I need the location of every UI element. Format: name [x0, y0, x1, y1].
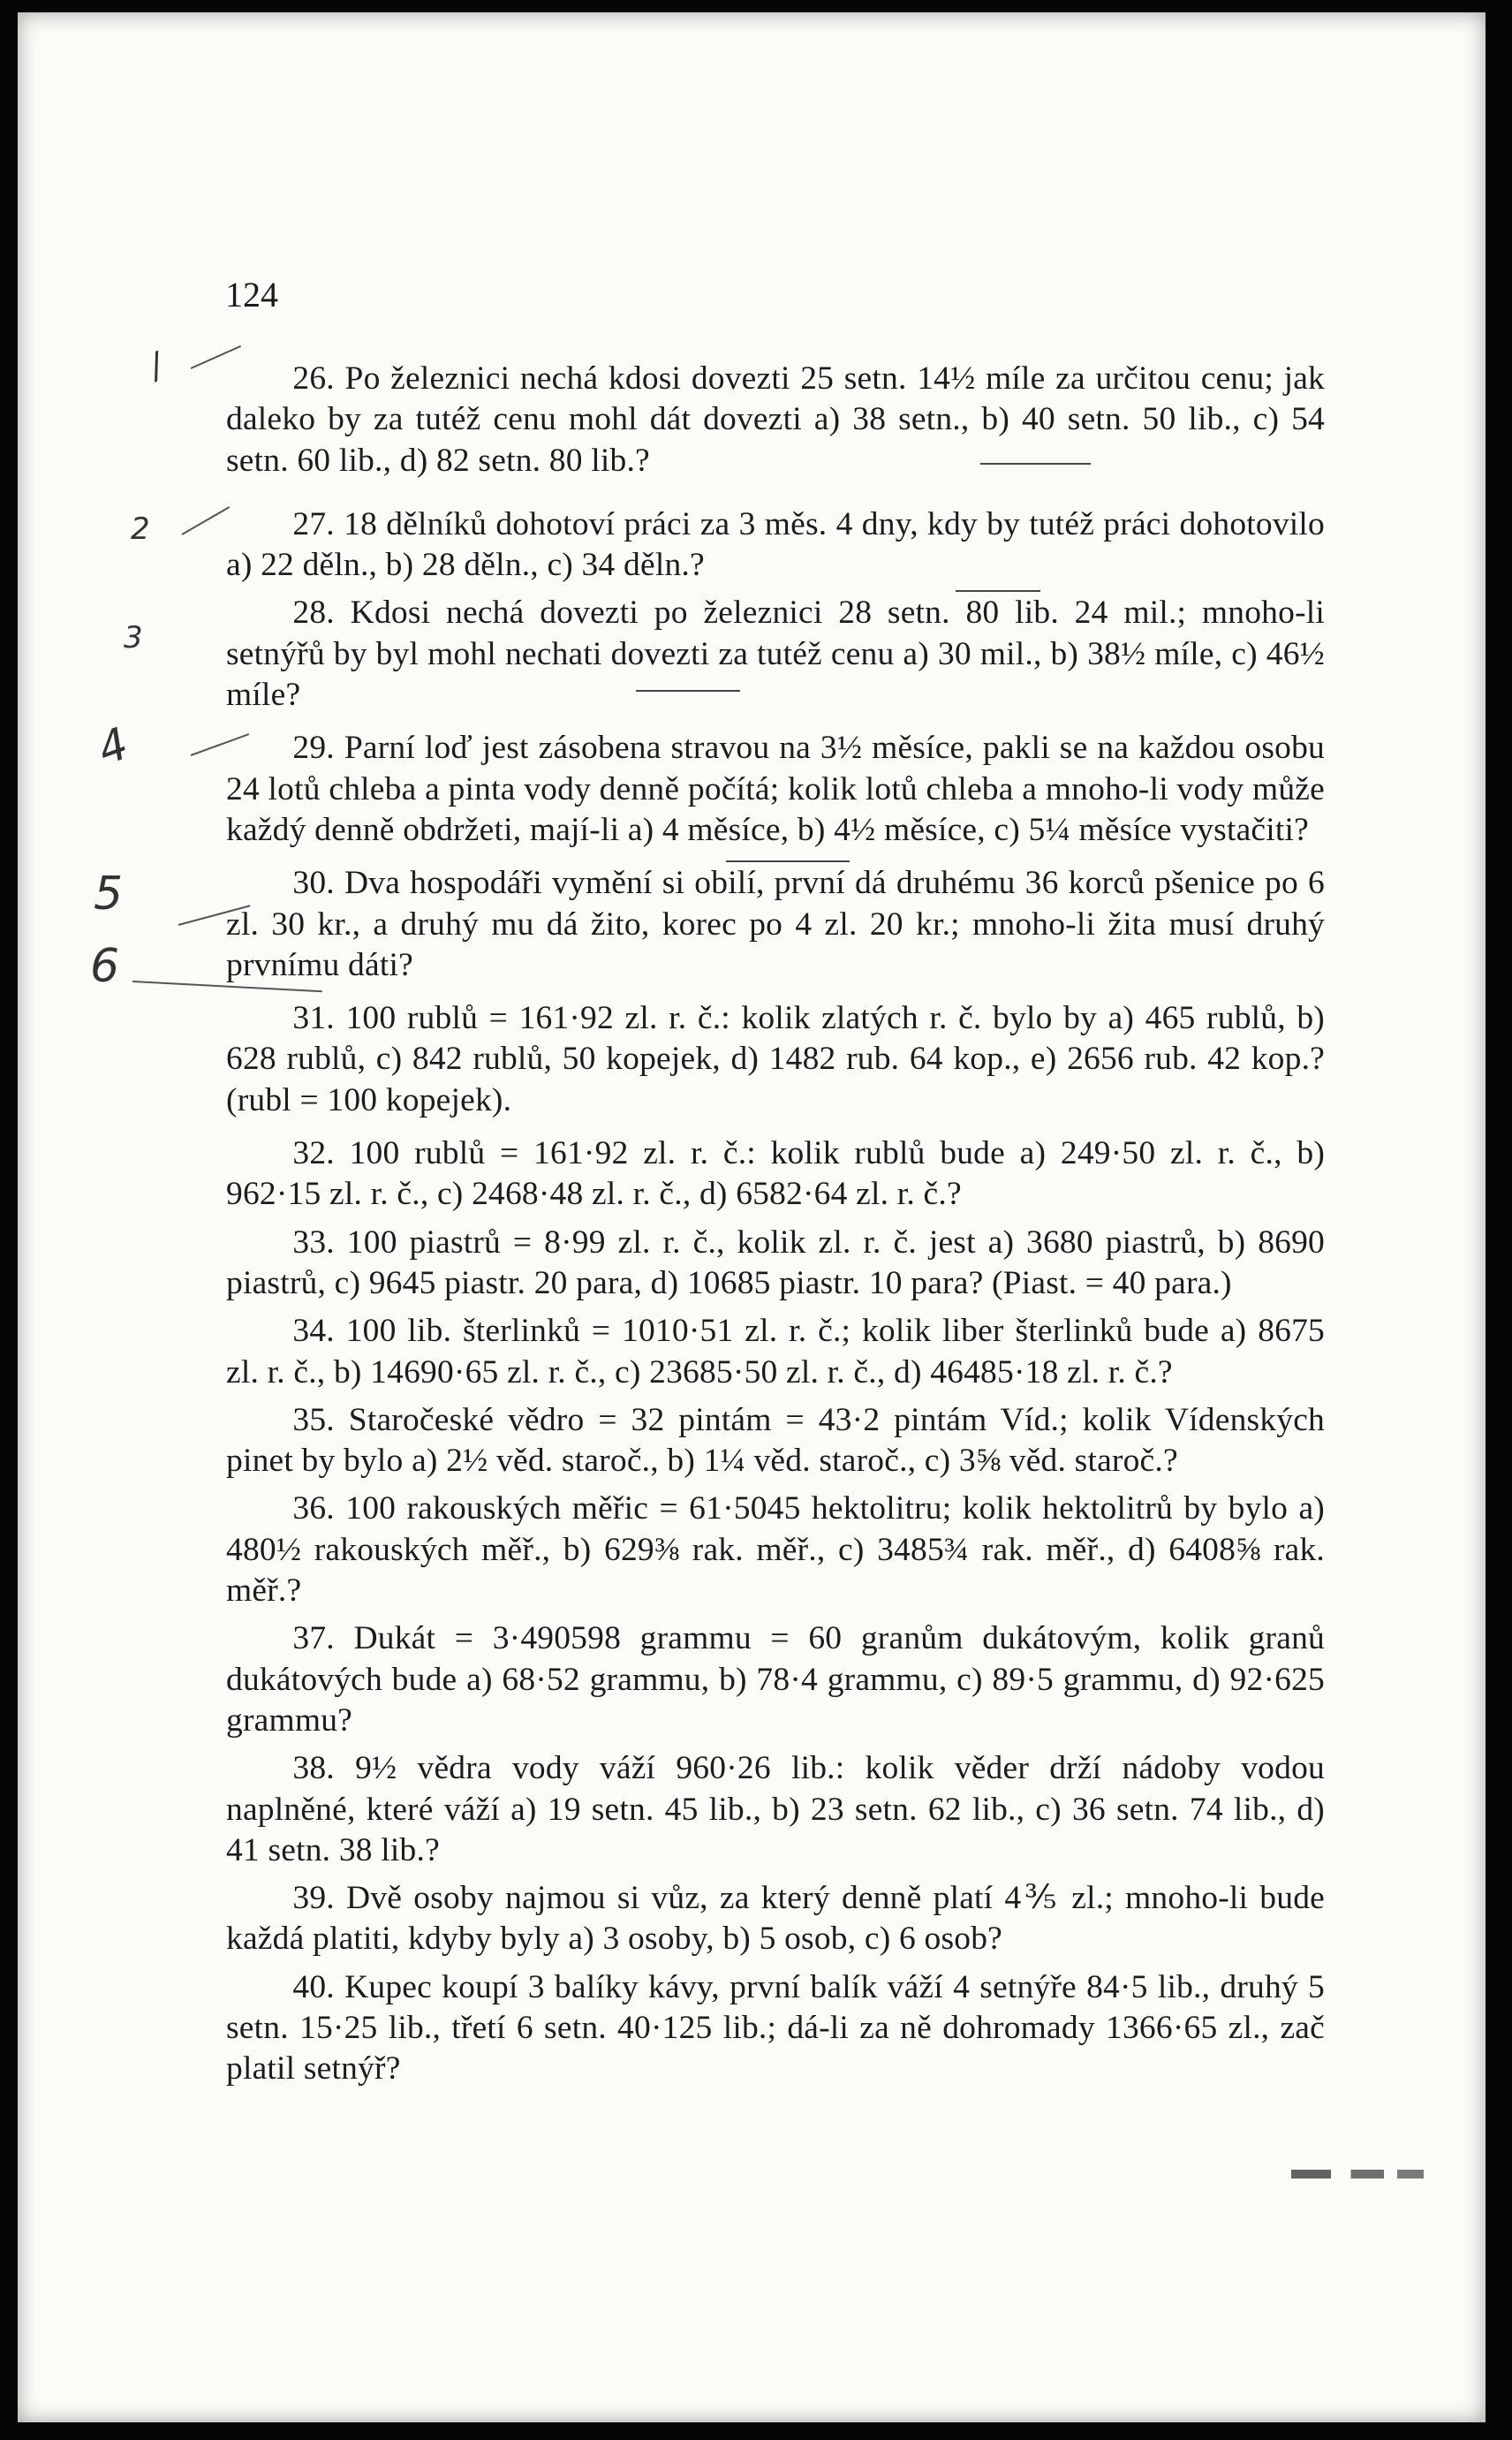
problem-35: 35. Staročeské vědro = 32 pintám = 43·2 pintám Víd.; kolik Vídenských pinet by bylo a) 2½ věd. staroč., b) 1¼ věd. staroč., c) 3⅝ věd. staroč.? [226, 1401, 1326, 1480]
problem-26: 26. Po železnici nechá kdosi dovezti 25 setn. 14½ míle za určitou cenu; jak daleko by za tutéž cenu mohl dát dovezti a) 38 setn., b) 40 setn. 50 lib., c) 54 setn. 60 lib., d) 82 setn. 80 lib.? [226, 360, 1325, 479]
margin-mark-3: 3 [124, 620, 143, 655]
pencil-underline [956, 590, 1040, 592]
problem-37: 37. Dukát = 3·490598 grammu = 60 granům dukátovým, kolik granů dukátových bude a) 68·52 grammu, b) 78·4 grammu, c) 89·5 grammu, d) 92·625 grammu? [226, 1620, 1325, 1739]
margin-mark-6: 6 [90, 940, 120, 993]
pencil-stroke [182, 506, 231, 535]
margin-mark-2: 2 [131, 511, 150, 547]
book-page [18, 12, 1486, 2422]
problem-30: 30. Dva hospodáři vymění si obilí, první dá druhému 36 korců pšenice po 6 zl. 30 kr., a druhý mu dá žito, korec po 4 zl. 20 kr.; mnoho-li žita musí druhý prvnímu dáti? [226, 865, 1325, 983]
problem-38: 38. 9½ vědra vody váží 960·26 lib.: kolik věder drží nádoby vodou naplněné, které váží a) 19 setn. 45 lib., b) 23 setn. 62 lib., c) 36 setn. 74 lib., d) 41 setn. 38 lib.? [226, 1750, 1325, 1868]
problem-33: 33. 100 piastrů = 8·99 zl. r. č., kolik zl. r. č. jest a) 3680 piastrů, b) 8690 piastrů, c) 9645 piastr. 20 para, d) 10685 piastr. 10 para? (Piast. = 40 para.) [226, 1224, 1326, 1301]
margin-mark-slash: / [142, 345, 170, 386]
margin-mark-4: 4 [91, 717, 135, 776]
problem-40: 40. Kupec koupí 3 balíky kávy, první balík váží 4 setnýře 84·5 lib., druhý 5 setn. 15·25 lib., třetí 6 setn. 40·125 lib.; dá-li za ně dohromady 1366·65 zl., zač platil setnýř? [226, 1968, 1326, 2088]
problem-39: 39. Dvě osoby najmou si vůz, za který denně platí 4⅗ zl.; mnoho-li bude každá platiti, kdyby byly a) 3 osoby, b) 5 osob, c) 6 osob? [226, 1880, 1325, 1958]
page-number: 124 [225, 275, 278, 314]
problem-list [226, 359, 1325, 2097]
problem-31: 31. 100 rublů = 161·92 zl. r. č.: kolik zlatých r. č. bylo by a) 465 rublů, b) 628 rublů, c) 842 rublů, 50 kopejek, d) 1482 rub. 64 kop., e) 2656 rub. 42 kop.? (rubl = 100 kopejek). [226, 1000, 1325, 1118]
ink-smudge [1291, 2170, 1424, 2179]
pencil-underline [726, 860, 850, 862]
problem-32: 32. 100 rublů = 161·92 zl. r. č.: kolik rublů bude a) 249·50 zl. r. č., b) 962·15 zl. r. č., c) 2468·48 zl. r. č., d) 6582·64 zl. r. č.? [226, 1135, 1326, 1213]
problem-27: 27. 18 dělníků dohotoví práci za 3 měs. 4 dny, kdy by tutéž práci dohotovilo a) 22 děln., b) 28 děln., c) 34 děln.? [226, 505, 1325, 584]
problem-28: 28. Kdosi nechá dovezti po železnici 28 setn. 80 lib. 24 mil.; mnoho-li setnýřů by byl mohl nechati dovezti za tutéž cenu a) 30 mil., b) 38½ míle, c) 46½ míle? [226, 595, 1325, 714]
problem-36: 36. 100 rakouských měřic = 61·5045 hektolitru; kolik hektolitrů by bylo a) 480½ rakouských měř., b) 629⅜ rak. měř., c) 3485¾ rak. měř., d) 6408⅝ rak. měř.? [226, 1490, 1325, 1610]
problem-29: 29. Parní loď jest zásobena stravou na 3½ měsíce, pakli se na každou osobu 24 lotů chleba a pinta vody denně počítá; kolik lotů chleba a mnoho-li vody může každý denně obdržeti, mají-li a) 4 měsíce, b) 4½ měsíce, c) 5¼ měsíce vystačiti? [226, 730, 1326, 848]
pencil-underline [636, 690, 740, 692]
pencil-underline [980, 463, 1091, 465]
margin-mark-5: 5 [94, 868, 124, 921]
problem-34: 34. 100 lib. šterlinků = 1010·51 zl. r. č.; kolik liber šterlinků bude a) 8675 zl. r. č., b) 14690·65 zl. r. č., c) 23685·50 zl. r. č., d) 46485·18 zl. r. č.? [226, 1313, 1325, 1390]
